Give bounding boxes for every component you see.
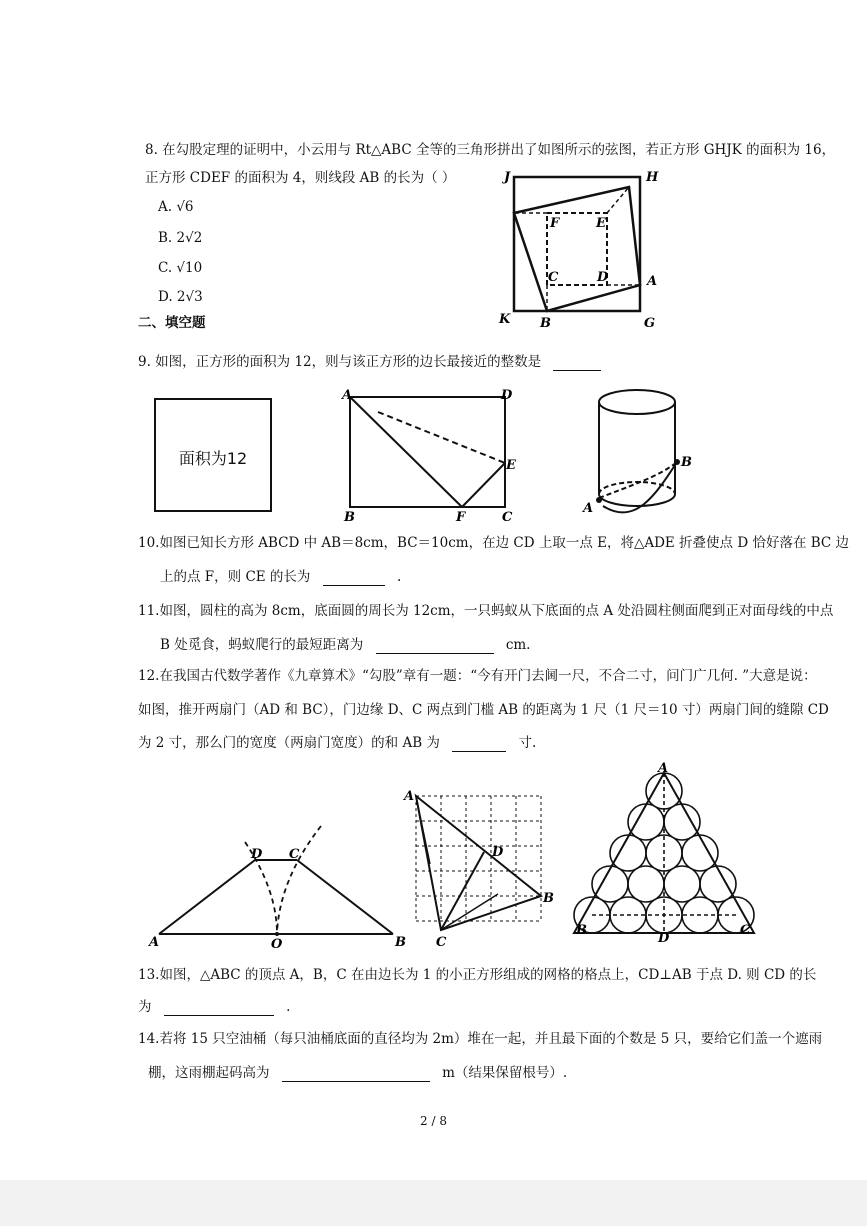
q12-answer-blank[interactable] [452, 737, 506, 752]
page-number: 2 / 8 [420, 1114, 447, 1128]
q12-door-figure [145, 820, 410, 950]
q8-option-a: A. √6 [158, 199, 194, 215]
q8-line2: 正方形 CDEF 的面积为 4，则线段 AB 的长为（ ） [145, 170, 456, 186]
q14-prompt: 棚，这雨棚起码高为 [148, 1065, 270, 1081]
q13-label-c: C [436, 935, 447, 950]
q9-text [138, 353, 601, 371]
q13-period: . [286, 999, 291, 1015]
q12-line3 [138, 734, 536, 752]
q13-label-b: B [543, 891, 554, 906]
q9-prompt: 9. 如图，正方形的面积为 12，则与该正方形的边长最接近的整数是 [138, 354, 542, 370]
q8-option-d: D. 2√3 [158, 289, 203, 305]
q11-prompt: B 处觅食，蚂蚁爬行的最短距离为 [160, 637, 364, 653]
q13-line2 [138, 998, 290, 1016]
q10-label-b: B [344, 510, 355, 525]
q8-line1: 8. 在勾股定理的证明中，小云用与 Rt△ABC 全等的三角形拼出了如图所示的弦图，若正方形 GHJK 的面积为 16， [145, 142, 836, 158]
q12-label-b: B [395, 935, 406, 950]
q8-label-k: K [499, 312, 511, 327]
q10-prompt: 上的点 F，则 CE 的长为 [160, 569, 311, 585]
q8-label-j: J [504, 170, 511, 185]
q12-label-a: A [149, 935, 160, 950]
q9-area-label: 面积为12 [178, 449, 248, 468]
q8-label-d: D [597, 270, 609, 285]
q8-label-b: B [540, 316, 551, 331]
q14-label-b: B [576, 923, 587, 938]
q10-label-f: F [456, 510, 466, 525]
q11-line2 [160, 636, 530, 654]
q8-option-c: C. √10 [158, 260, 203, 276]
q14-label-d: D [658, 931, 670, 946]
q11-cylinder-figure [575, 376, 705, 526]
q10-answer-blank[interactable] [323, 571, 385, 586]
q10-label-e: E [506, 458, 516, 473]
q10-label-a: A [342, 388, 353, 403]
q12-line2: 如图，推开两扇门（AD 和 BC），门边缘 D、C 两点到门槛 AB 的距离为 1 尺（1 尺＝10 寸）两扇门间的缝隙 CD [138, 702, 829, 718]
q8-label-c: C [548, 270, 559, 285]
q8-label-e: E [596, 216, 606, 231]
q14-line2 [148, 1064, 567, 1082]
q8-option-b: B. 2√2 [158, 230, 203, 246]
q10-rectangle-figure [338, 385, 528, 525]
q13-prompt: 为 [138, 999, 152, 1015]
q13-answer-blank[interactable] [164, 1001, 274, 1016]
q11-answer-blank[interactable] [376, 639, 494, 654]
q12-label-o: O [271, 937, 283, 950]
q14-answer-blank[interactable] [282, 1067, 430, 1082]
q11-label-b: B [681, 455, 692, 470]
q14-stacked-drums-figure [570, 762, 760, 952]
q12-unit: 寸. [518, 735, 537, 751]
q11-line1: 11.如图，圆柱的高为 8cm，底面圆的周长为 12cm，一只蚂蚁从下底面的点 A 处沿圆柱侧面爬到正对面母线的中点 [138, 603, 834, 619]
section-fill-in-heading: 二、填空题 [138, 315, 206, 331]
q11-unit: cm. [505, 637, 531, 653]
q14-unit: m（结果保留根号）. [442, 1065, 568, 1081]
q13-grid-figure [400, 782, 560, 952]
q13-line1: 13.如图，△ABC 的顶点 A，B，C 在由边长为 1 的小正方形组成的网格的格点上，CD⊥AB 于点 D. 则 CD 的长 [138, 967, 817, 983]
q14-label-a: A [658, 762, 669, 776]
q14-label-c: C [740, 923, 751, 938]
q8-label-f: F [550, 216, 560, 231]
q11-label-a: A [583, 501, 594, 516]
q10-line1: 10.如图已知长方形 ABCD 中 AB＝8cm，BC＝10cm，在边 CD 上取一点 E，将△ADE 折叠使点 D 恰好落在 BC 边 [138, 535, 850, 551]
q10-label-d: D [501, 388, 513, 403]
q14-line1: 14.若将 15 只空油桶（每只油桶底面的直径均为 2m）堆在一起，并且最下面的个数是 5 只，要给它们盖一个遮雨 [138, 1031, 823, 1047]
q8-label-h: H [646, 170, 659, 185]
q13-label-d: D [492, 845, 504, 860]
q8-label-g: G [644, 316, 656, 331]
q8-label-a: A [647, 274, 658, 289]
q9-answer-blank[interactable] [553, 356, 601, 371]
q10-label-c: C [502, 510, 513, 525]
q10-line2 [160, 568, 401, 586]
q12-label-c: C [289, 847, 300, 862]
q12-line1: 12.在我国古代数学著作《九章算术》“勾股”章有一题：“今有开门去阃一尺，不合二寸，问门广几何. ”大意是说： [138, 668, 817, 684]
q13-label-a: A [404, 789, 415, 804]
q9-square-figure [154, 398, 272, 512]
q12-label-d: D [251, 847, 263, 862]
q10-period: . [397, 569, 402, 585]
q12-prompt: 为 2 寸，那么门的宽度（两扇门宽度）的和 AB 为 [138, 735, 440, 751]
q8-chord-figure [490, 165, 670, 335]
